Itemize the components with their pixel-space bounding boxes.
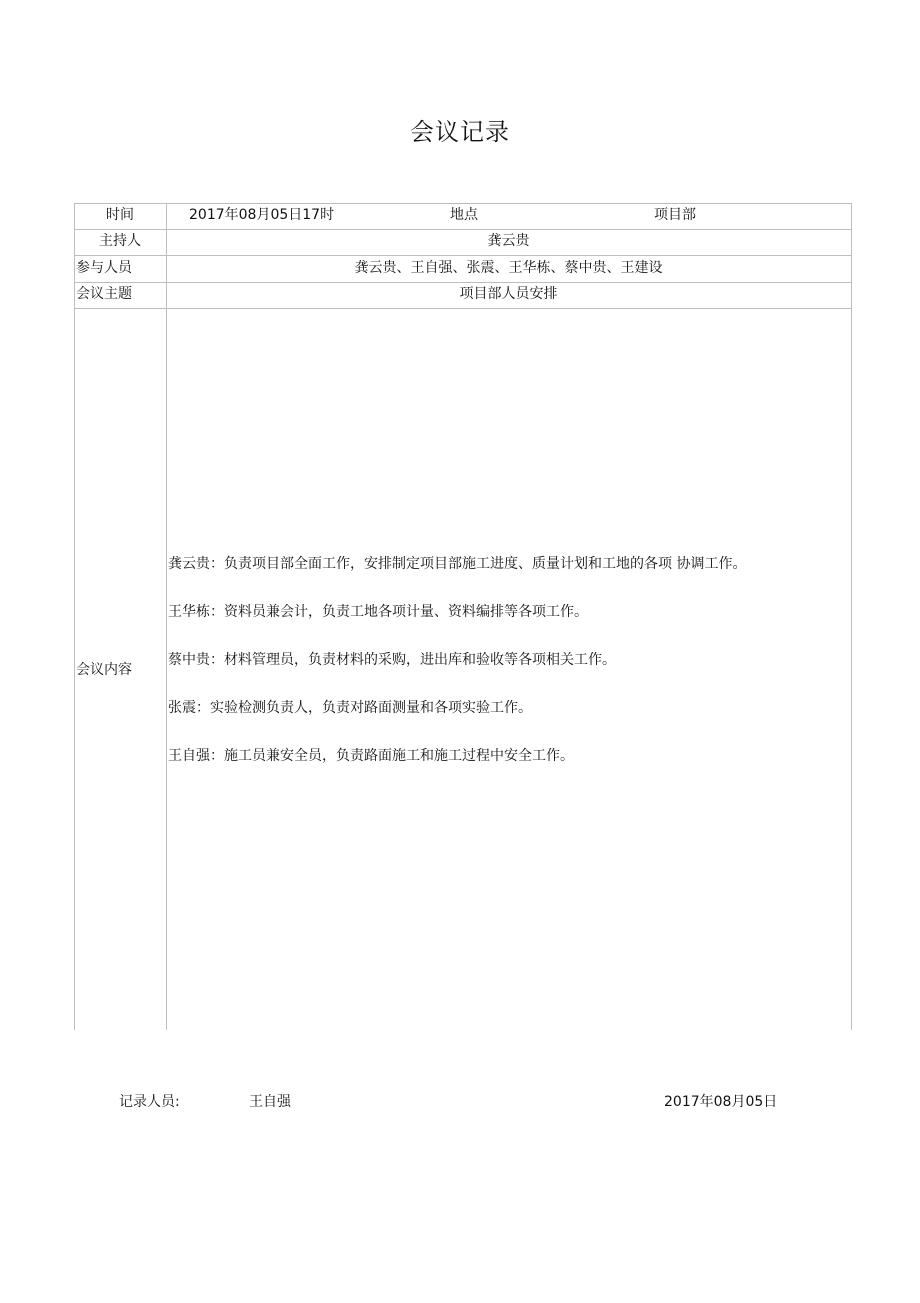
table-column-divider xyxy=(166,203,167,1030)
record-date: 2017年08月05日 xyxy=(664,1094,778,1110)
content-item: 龚云贵：负责项目部全面工作，安排制定项目部施工进度、质量计划和工地的各项 协调工作。 xyxy=(168,556,747,572)
table-row-divider xyxy=(74,229,852,230)
table-border-top xyxy=(74,203,852,204)
attendees-label: 参与人员 xyxy=(76,260,132,276)
topic-label: 会议主题 xyxy=(76,286,132,302)
page-title: 会议记录 xyxy=(410,118,510,146)
table-row-divider xyxy=(74,255,852,256)
content-item: 蔡中贵：材料管理员，负责材料的采购，进出库和验收等各项相关工作。 xyxy=(168,652,616,668)
time-value: 2017年08月05日17时 xyxy=(189,207,335,223)
host-value: 龚云贵 xyxy=(487,233,530,249)
table-border-right xyxy=(851,203,852,1030)
host-label: 主持人 xyxy=(99,233,141,249)
content-label: 会议内容 xyxy=(76,662,132,678)
content-item: 王自强：施工员兼安全员，负责路面施工和施工过程中安全工作。 xyxy=(168,748,574,764)
recorder-name: 王自强 xyxy=(249,1094,291,1110)
time-label: 时间 xyxy=(106,207,134,223)
place-label: 地点 xyxy=(450,207,478,223)
content-item: 张震：实验检测负责人，负责对路面测量和各项实验工作。 xyxy=(168,700,532,716)
table-border-left xyxy=(74,203,75,1030)
table-row-divider xyxy=(74,308,852,309)
attendees-value: 龚云贵、王自强、张震、王华栋、蔡中贵、王建设 xyxy=(354,260,663,276)
content-item: 王华栋：资料员兼会计，负责工地各项计量、资料编排等各项工作。 xyxy=(168,604,588,620)
topic-value: 项目部人员安排 xyxy=(459,286,558,302)
table-row-divider xyxy=(74,282,852,283)
place-value: 项目部 xyxy=(654,207,696,223)
recorder-label: 记录人员: xyxy=(119,1094,180,1110)
